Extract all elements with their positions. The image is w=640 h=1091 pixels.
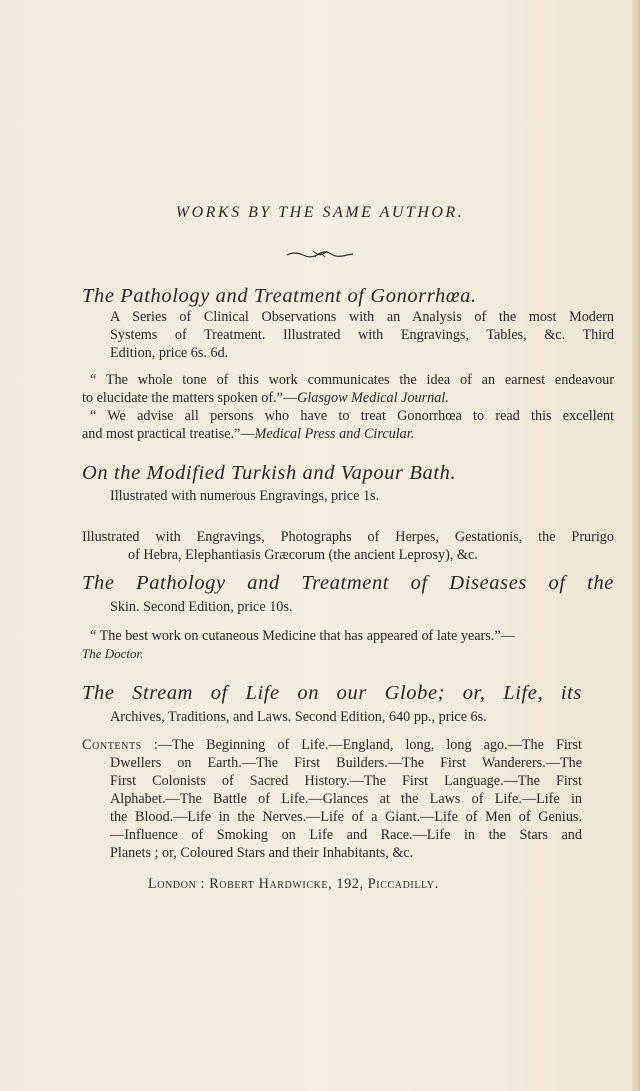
book3-quote: “ The best work on cutaneous Medicine that has appeared of late years.”—: [90, 628, 515, 644]
book4-contents-line-2: Dwellers on Earth.—The First Builders.—The First Wanderers.—The: [110, 755, 582, 771]
quote2-text: and most practical treatise.”—: [82, 426, 255, 442]
book4-contents-line-7: Planets ; or, Coloured Stars and their Inhabitants, &c.: [110, 845, 414, 861]
book1-quote2-line-1: “ We advise all persons who have to treat Gonorrhœa to read this excellent: [90, 408, 614, 424]
book4-contents-line-5: the Blood.—Life in the Nerves.—Life of a Giant.—Life of Men of Genius.: [110, 809, 582, 825]
book1-quote1-line-1: “ The whole tone of this work communicates the idea of an earnest endeavour: [90, 372, 614, 388]
book3-intro-line-1: Illustrated with Engravings, Photographs of Herpes, Gestationis, the Prurigo: [82, 529, 614, 545]
book3-intro-line-2: of Hebra, Elephantiasis Græcorum (the ancient Leprosy), &c.: [128, 547, 478, 563]
quote1-text: to elucidate the matters spoken of.”—: [82, 390, 298, 406]
book-title-pathology-gonorrhoea: The Pathology and Treatment of Gonorrhœa.: [82, 285, 477, 307]
page-heading: WORKS BY THE SAME AUTHOR.: [175, 204, 465, 221]
quote1-source: Glasgow Medical Journal.: [297, 390, 449, 406]
page-edge: [632, 0, 640, 1091]
book1-desc-line-1: A Series of Clinical Observations with an Analysis of the most Modern: [110, 309, 614, 325]
decorative-flourish-icon: [285, 249, 355, 259]
book4-contents-line-3: First Colonists of Sacred History.—The First Language.—The First: [110, 773, 582, 789]
book3-desc: Skin. Second Edition, price 10s.: [110, 599, 293, 615]
publisher-imprint: London : Robert Hardwicke, 192, Piccadilly.: [148, 876, 439, 892]
book4-contents-line-1: [82, 736, 582, 754]
quote2-source: Medical Press and Circular.: [254, 426, 415, 442]
contents-text-1: :—The Beginning of Life.—England, long, long ago.—The First: [153, 737, 582, 753]
book4-desc: Archives, Traditions, and Laws. Second Edition, 640 pp., price 6s.: [110, 709, 487, 725]
contents-label: Contents: [82, 737, 142, 753]
book2-desc: Illustrated with numerous Engravings, price 1s.: [110, 488, 380, 504]
book-title-diseases-skin: The Pathology and Treatment of Diseases of the: [82, 572, 614, 594]
book-title-stream-of-life: The Stream of Life on our Globe; or, Life, its: [82, 682, 582, 704]
book4-contents-line-4: Alphabet.—The Battle of Life.—Glances at the Laws of Life.—Life in: [110, 791, 582, 807]
book4-contents-line-6: —Influence of Smoking on Life and Race.—Life in the Stars and: [110, 827, 582, 843]
book1-desc-line-3: Edition, price 6s. 6d.: [110, 345, 229, 361]
book3-quote-source: The Doctor.: [82, 646, 144, 661]
book-title-turkish-bath: On the Modified Turkish and Vapour Bath.: [82, 462, 457, 484]
book1-desc-line-2: Systems of Treatment. Illustrated with Engravings, Tables, &c. Third: [110, 327, 614, 343]
book1-quote1-line-2: [82, 389, 449, 407]
book1-quote2-line-2: [82, 425, 414, 443]
